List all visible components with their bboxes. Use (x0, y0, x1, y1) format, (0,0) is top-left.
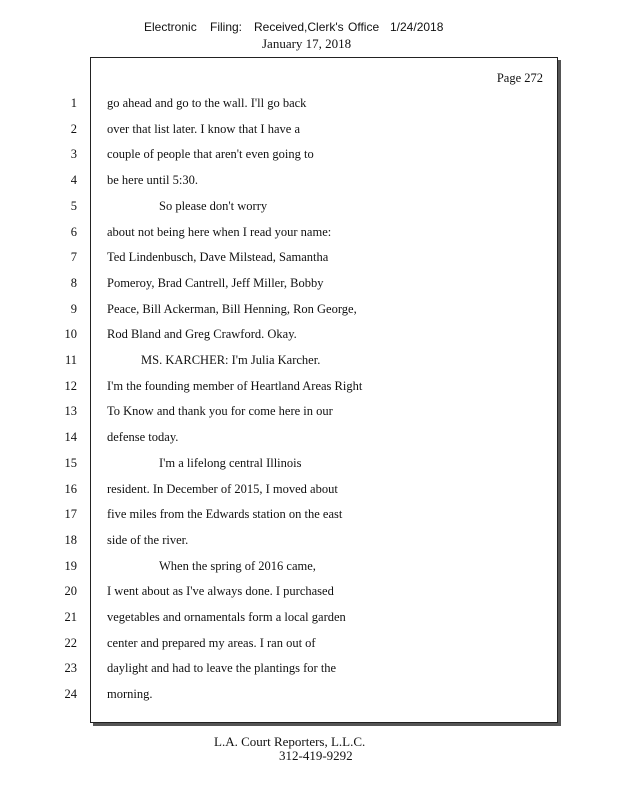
stamp-electronic: Electronic (144, 20, 197, 34)
filing-stamp (144, 20, 443, 34)
line-number: 19 (64, 558, 77, 573)
line-text: To Know and thank you for come here in our (107, 404, 333, 419)
line-text: MS. KARCHER: I'm Julia Karcher. (141, 353, 321, 367)
transcript-line (70, 173, 557, 193)
transcript-line (70, 121, 557, 142)
reporter-company: L.A. Court Reporters, L.L.C. (214, 734, 366, 749)
line-number: 18 (64, 532, 77, 547)
line-text: resident. In December of 2015, I moved about (107, 481, 338, 496)
transcript-line (70, 250, 557, 270)
transcript-line (64, 558, 557, 579)
transcript-line (70, 275, 557, 296)
line-number: 6 (70, 224, 77, 239)
transcript-line (64, 635, 557, 656)
line-number: 3 (70, 147, 77, 162)
transcript-line (64, 661, 557, 681)
page-number: Page 272 (496, 71, 543, 85)
transcript-line (64, 378, 557, 399)
line-number: 17 (64, 507, 77, 522)
stamp-date: 1/24/2018 (390, 20, 444, 34)
transcript-line (70, 147, 557, 167)
stamp-received: Received,Clerk's (254, 20, 344, 34)
transcript-line (70, 301, 557, 322)
transcript-line (64, 430, 557, 450)
line-number: 11 (64, 353, 77, 367)
reporter-phone: 312-419-9292 (279, 748, 353, 763)
line-text: Rod Bland and Greg Crawford. Okay. (107, 327, 297, 342)
line-text: I'm the founding member of Heartland Areas Right (107, 378, 363, 393)
transcript-line (64, 532, 557, 553)
line-text: five miles from the Edwards station on the east (107, 507, 343, 522)
transcript-line (64, 481, 557, 502)
stamp-filing: Filing: (210, 20, 243, 34)
line-text: about not being here when I read your name: (107, 224, 332, 239)
line-number: 22 (64, 635, 77, 650)
transcript-line (70, 198, 557, 219)
line-number: 5 (70, 198, 77, 213)
line-number: 1 (70, 96, 77, 110)
transcript-line (64, 327, 557, 347)
line-text: over that list later. I know that I have a (107, 121, 300, 136)
line-text: I went about as I've always done. I purchased (107, 584, 334, 599)
line-number: 14 (64, 430, 77, 445)
line-text: Ted Lindenbusch, Dave Milstead, Samantha (107, 250, 329, 265)
line-text: Pomeroy, Brad Cantrell, Jeff Miller, Bobby (107, 275, 324, 290)
line-text: be here until 5:30. (107, 173, 198, 188)
transcript-line (64, 455, 557, 476)
line-text: Peace, Bill Ackerman, Bill Henning, Ron George, (107, 301, 357, 316)
line-text: When the spring of 2016 came, (159, 558, 316, 573)
line-text: vegetables and ornamentals form a local garden (107, 610, 346, 624)
line-text: go ahead and go to the wall. I'll go back (107, 96, 307, 110)
line-text: So please don't worry (159, 198, 268, 213)
transcript-line (70, 224, 557, 245)
line-number: 9 (70, 301, 77, 316)
line-number: 23 (64, 661, 77, 676)
line-number: 2 (70, 121, 77, 136)
line-number: 7 (70, 250, 77, 265)
line-number: 20 (64, 584, 77, 599)
transcript-date: January 17, 2018 (262, 36, 352, 51)
transcript-page (64, 57, 558, 723)
transcript-line (70, 96, 557, 116)
transcript-line (64, 404, 557, 424)
line-text: side of the river. (107, 532, 189, 547)
transcript-line (64, 610, 557, 630)
line-number: 8 (70, 275, 77, 290)
line-number: 10 (64, 327, 77, 342)
line-number: 13 (64, 404, 77, 419)
transcript-line (64, 353, 557, 373)
stamp-office: Office (348, 20, 380, 34)
line-number: 4 (70, 173, 77, 188)
line-text: defense today. (107, 430, 179, 445)
line-number: 16 (64, 481, 77, 496)
line-number: 12 (64, 378, 77, 393)
line-text: center and prepared my areas. I ran out of (107, 635, 316, 650)
transcript-line (64, 687, 557, 707)
line-text: I'm a lifelong central Illinois (159, 455, 302, 470)
line-text: daylight and had to leave the plantings for the (107, 661, 337, 676)
line-number: 21 (64, 610, 77, 624)
line-text: couple of people that aren't even going to (107, 147, 314, 162)
line-number: 15 (64, 455, 77, 470)
line-text: morning. (107, 687, 153, 702)
transcript-line (64, 584, 557, 604)
filing-header (0, 20, 618, 54)
transcript-line (64, 507, 557, 527)
line-number: 24 (64, 687, 77, 702)
